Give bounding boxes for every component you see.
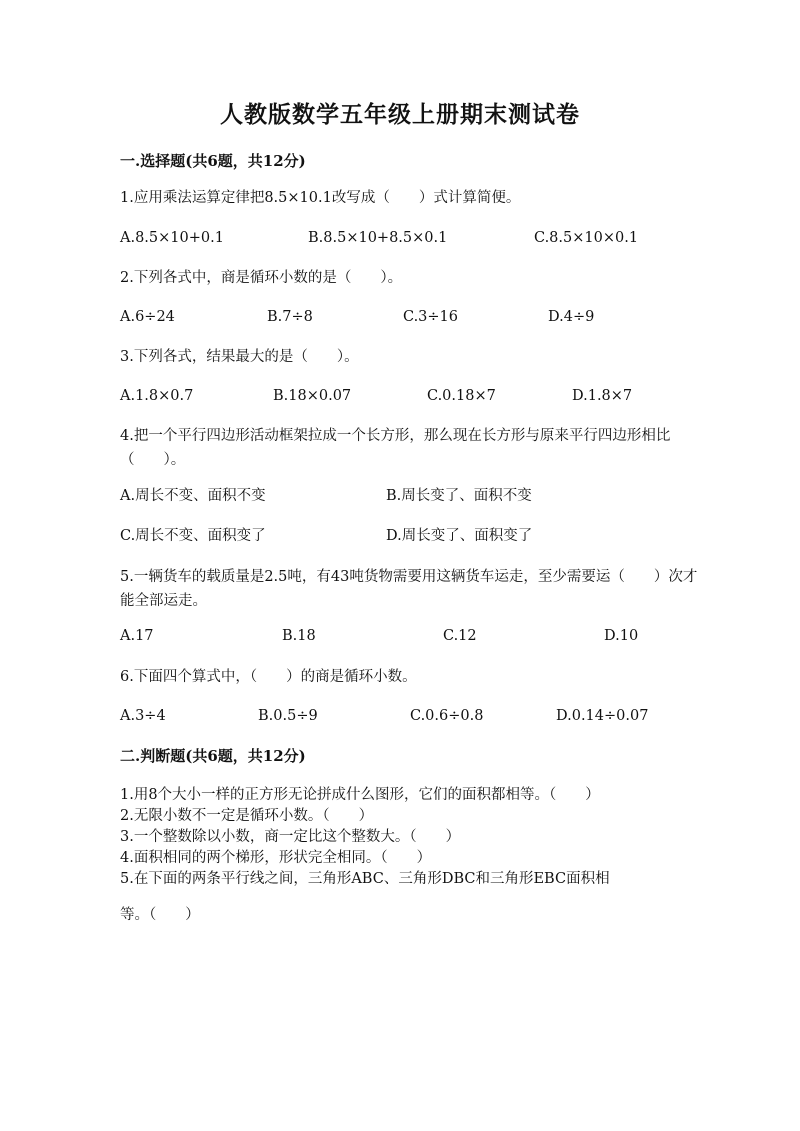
question-3: 3.下列各式，结果最大的是（ ）。 [120,349,359,365]
option-4d: D.周长变了、面积变了 [386,528,533,544]
section-heading-choice: 一.选择题(共6题，共12分) [120,152,306,170]
option-6b: B.0.5÷9 [258,708,318,724]
section-heading-judgment: 二.判断题(共6题，共12分) [120,747,306,765]
option-4a: A.周长不变、面积不变 [120,488,266,504]
question-2: 2.下列各式中，商是循环小数的是（ ）。 [120,270,403,286]
question-6: 6.下面四个算式中，（ ）的商是循环小数。 [120,669,417,685]
question-5: 5.一辆货车的载质量是2.5吨，有43吨货物需要用这辆货车运走，至少需要运（ ）次才能全部运走。 [120,569,698,609]
option-2a: A.6÷24 [120,309,175,325]
judgment-line-5-continued: 等。（ ） [120,907,200,923]
option-6c: C.0.6÷0.8 [410,708,484,724]
judgment-line-4: 4.面积相同的两个梯形，形状完全相同。（ ） [120,850,432,866]
page-title: 人教版数学五年级上册期末测试卷 [220,101,580,128]
option-6a: A.3÷4 [120,708,166,724]
option-5a: A.17 [120,628,154,644]
option-5d: D.10 [604,628,639,644]
option-1a: A.8.5×10+0.1 [120,230,224,246]
option-2c: C.3÷16 [403,309,459,325]
option-4c: C.周长不变、面积变了 [120,528,266,544]
judgment-line-5: 5.在下面的两条平行线之间，三角形ABC、三角形DBC和三角形EBC面积相 [120,871,610,887]
option-4b: B.周长变了、面积不变 [386,488,532,504]
option-3c: C.0.18×7 [427,388,496,404]
question-4: 4.把一个平行四边形活动框架拉成一个长方形，那么现在长方形与原来平行四边形相比（ ）。 [120,428,671,468]
judgment-line-3: 3.一个整数除以小数，商一定比这个整数大。（ ） [120,829,461,845]
judgment-line-2: 2.无限小数不一定是循环小数。（ ） [120,808,374,824]
option-3b: B.18×0.07 [273,388,352,404]
judgment-line-1: 1.用8个大小一样的正方形无论拼成什么图形，它们的面积都相等。（ ） [120,787,600,803]
question-1: 1.应用乘法运算定律把8.5×10.1改写成（ ）式计算简便。 [120,190,521,206]
option-5b: B.18 [282,628,316,644]
option-5c: C.12 [443,628,477,644]
option-3a: A.1.8×0.7 [120,388,194,404]
option-1b: B.8.5×10+8.5×0.1 [308,230,448,246]
option-2d: D.4÷9 [548,309,595,325]
option-6d: D.0.14÷0.07 [556,708,649,724]
option-2b: B.7÷8 [267,309,313,325]
option-3d: D.1.8×7 [572,388,633,404]
option-1c: C.8.5×10×0.1 [534,230,639,246]
